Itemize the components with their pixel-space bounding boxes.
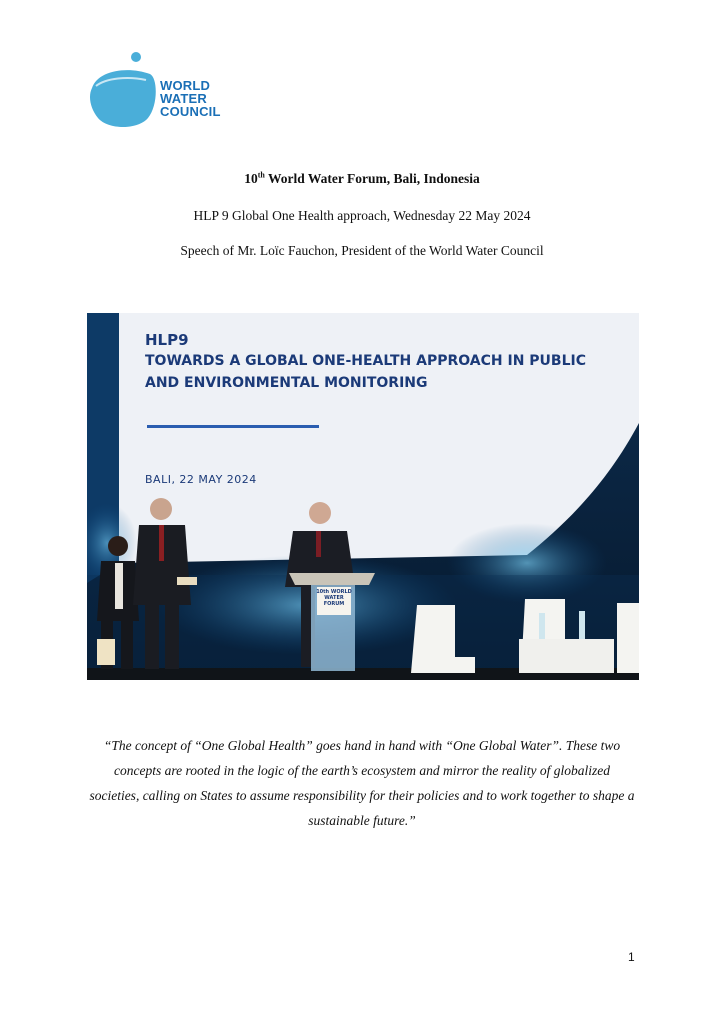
screen-title-line2: AND ENVIRONMENTAL MONITORING <box>145 375 428 391</box>
screen-code: HLP9 <box>145 331 189 349</box>
logo-wordmark <box>160 79 240 118</box>
water-drop-logo-icon <box>88 48 168 130</box>
logo-line-world: WORLD <box>160 78 211 93</box>
session-subtitle: HLP 9 Global One Health approach, Wednesday 22 May 2024 <box>193 208 531 223</box>
screen-title-line1: TOWARDS A GLOBAL ONE-HEALTH APPROACH IN PUBLIC <box>145 353 586 369</box>
screen-date: BALI, 22 MAY 2024 <box>145 473 257 486</box>
podium-sign-line1: 10th WORLD <box>316 589 352 595</box>
title-ordinal-suffix: th <box>257 170 265 180</box>
speaker-line: Speech of Mr. Loïc Fauchon, President of the World Water Council <box>180 243 544 258</box>
document-title <box>0 171 724 187</box>
speech-quote: “The concept of “One Global Health” goes hand in hand with “One Global Water”. These two concepts are rooted in the logic of the earth’s ecosystem and mirror the reality of globalized societies, calling on States to assume responsibility for their policies and to work together to shape a sustainable future.” <box>89 738 635 828</box>
logo-line-water: WATER <box>160 91 207 106</box>
event-photo <box>87 313 639 680</box>
title-rest: World Water Forum, Bali, Indonesia <box>264 171 480 186</box>
podium-sign-line2: WATER FORUM <box>323 595 345 607</box>
page-number: 1 <box>628 950 635 964</box>
logo-line-council: COUNCIL <box>160 104 221 119</box>
podium-sign <box>316 589 352 607</box>
title-number: 10 <box>244 171 258 186</box>
